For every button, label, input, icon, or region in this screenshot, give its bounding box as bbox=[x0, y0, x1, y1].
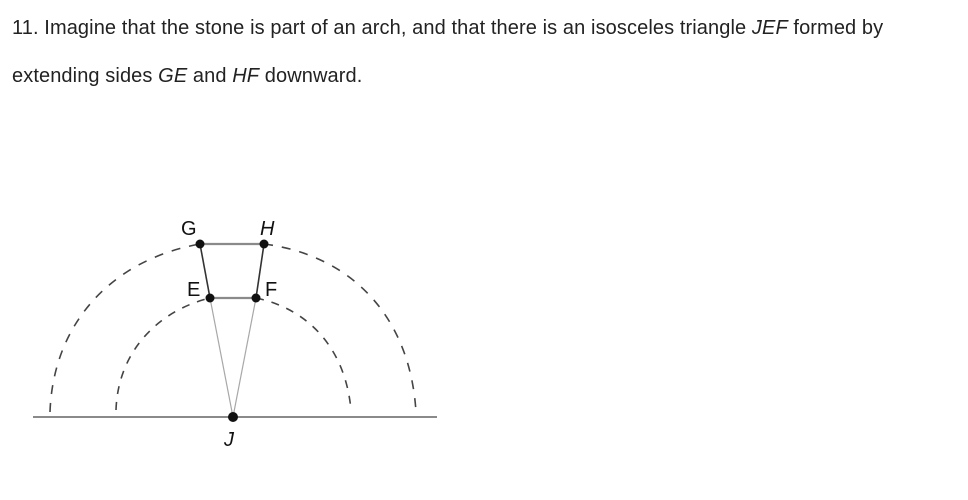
side-hf: HF bbox=[232, 65, 260, 87]
side-ge: GE bbox=[158, 65, 188, 87]
triangle-name: JEF bbox=[751, 17, 788, 39]
label-h: H bbox=[260, 218, 275, 240]
problem-text-and: and bbox=[187, 65, 233, 87]
point-f bbox=[252, 294, 261, 303]
label-e: E bbox=[187, 279, 201, 301]
point-h bbox=[260, 240, 269, 249]
label-g: G bbox=[181, 218, 197, 240]
segment-hf bbox=[256, 244, 264, 298]
problem-number: 11. bbox=[12, 17, 39, 39]
segment-fj bbox=[233, 298, 256, 417]
outer-arch bbox=[50, 244, 416, 412]
point-j bbox=[228, 412, 238, 422]
label-f: F bbox=[265, 279, 278, 301]
segment-ej bbox=[210, 298, 233, 417]
problem-text-middle: formed by extending sides bbox=[12, 17, 884, 87]
point-e bbox=[206, 294, 215, 303]
label-j: J bbox=[224, 429, 234, 451]
point-g bbox=[196, 240, 205, 249]
problem-text-start: Imagine that the stone is part of an arch, and that there is an isosceles triangle bbox=[44, 17, 752, 39]
segment-ge bbox=[200, 244, 210, 298]
inner-arch bbox=[116, 298, 351, 410]
problem-text-end: downward. bbox=[259, 65, 363, 87]
